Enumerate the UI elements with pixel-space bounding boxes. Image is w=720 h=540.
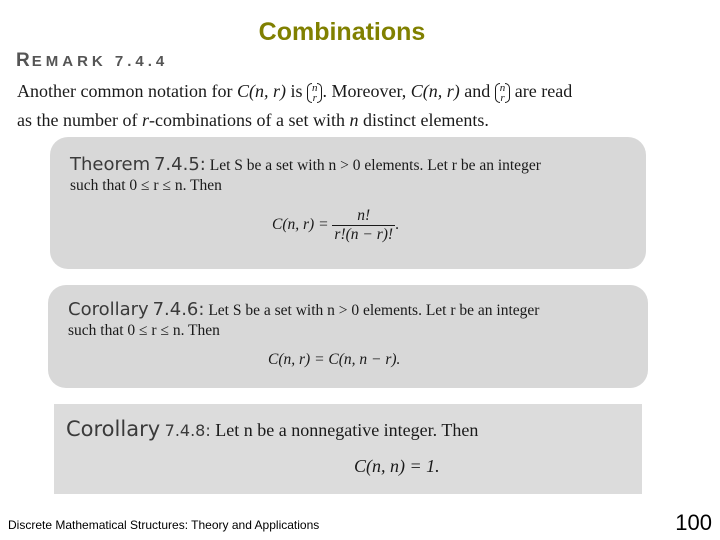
remark-math: C(n, r)	[236, 81, 286, 101]
theorem-text	[70, 155, 630, 196]
binomial-notation	[307, 83, 323, 103]
binom-top: n	[499, 81, 506, 94]
corollary-box-2	[54, 404, 642, 494]
remark-text-part: is	[285, 81, 307, 101]
formula-lhs: C(n, r) =	[272, 216, 329, 234]
theorem-line-1: Let S be a set with n > 0 elements. Let r be an integer	[205, 157, 541, 174]
formula-text: C(n, r) = C(n, n − r).	[268, 351, 401, 368]
formula-tail: .	[395, 216, 399, 234]
slide-title: Combinations	[258, 18, 426, 46]
remark-label-rest: EMARK 7.4.4	[31, 53, 169, 70]
fraction	[332, 207, 395, 244]
footer-text: Discrete Mathematical Structures: Theory and Applications	[8, 518, 320, 532]
corollary-2-line-1: Let n be a nonnegative integer. Then	[210, 420, 479, 440]
binom-bottom: r	[500, 91, 505, 104]
binom-bottom: r	[312, 91, 317, 104]
remark-text-part: -combinations of a set with	[148, 110, 350, 130]
page-number: 100	[675, 510, 712, 535]
corollary-box-1	[48, 285, 648, 388]
theorem-number: 7.4.5:	[153, 154, 206, 175]
corollary-2-formula	[354, 456, 440, 477]
remark-text	[17, 77, 697, 135]
fraction-numerator: n!	[332, 207, 395, 226]
corollary-1-formula	[268, 351, 400, 369]
theorem-heading: Theorem	[70, 154, 151, 175]
formula-text: C(n, n) = 1.	[354, 456, 440, 476]
theorem-formula	[272, 207, 399, 244]
corollary-2-heading: Corollary	[66, 417, 161, 441]
remark-text-part: Another common notation for	[17, 81, 237, 101]
corollary-1-line-1: Let S be a set with n > 0 elements. Let r be an integer	[204, 302, 540, 319]
remark-label	[16, 50, 168, 72]
remark-text-part: are read	[510, 81, 573, 101]
theorem-box	[50, 137, 646, 269]
remark-text-part: and	[459, 81, 495, 101]
remark-math: C(n, r)	[410, 81, 460, 101]
remark-line-1	[17, 77, 697, 106]
binom-top: n	[311, 81, 318, 94]
remark-text-part: . Moreover,	[322, 81, 411, 101]
corollary-1-text	[68, 300, 638, 341]
binomial-notation	[495, 83, 511, 103]
theorem-line-2: such that 0 ≤ r ≤ n. Then	[70, 177, 222, 194]
remark-math: r	[141, 110, 149, 130]
remark-text-part: distinct elements.	[358, 110, 489, 130]
remark-label-initial: R	[16, 50, 32, 71]
remark-text-part: as the number of	[17, 110, 142, 130]
remark-math: n	[349, 110, 359, 130]
fraction-denominator: r!(n − r)!	[334, 226, 394, 243]
corollary-1-heading: Corollary	[68, 299, 149, 320]
corollary-2-number: 7.4.8:	[164, 421, 211, 440]
corollary-1-number: 7.4.6:	[152, 299, 205, 320]
corollary-2-text	[66, 418, 636, 442]
corollary-1-line-2: such that 0 ≤ r ≤ n. Then	[68, 322, 220, 339]
remark-line-2	[17, 106, 697, 135]
